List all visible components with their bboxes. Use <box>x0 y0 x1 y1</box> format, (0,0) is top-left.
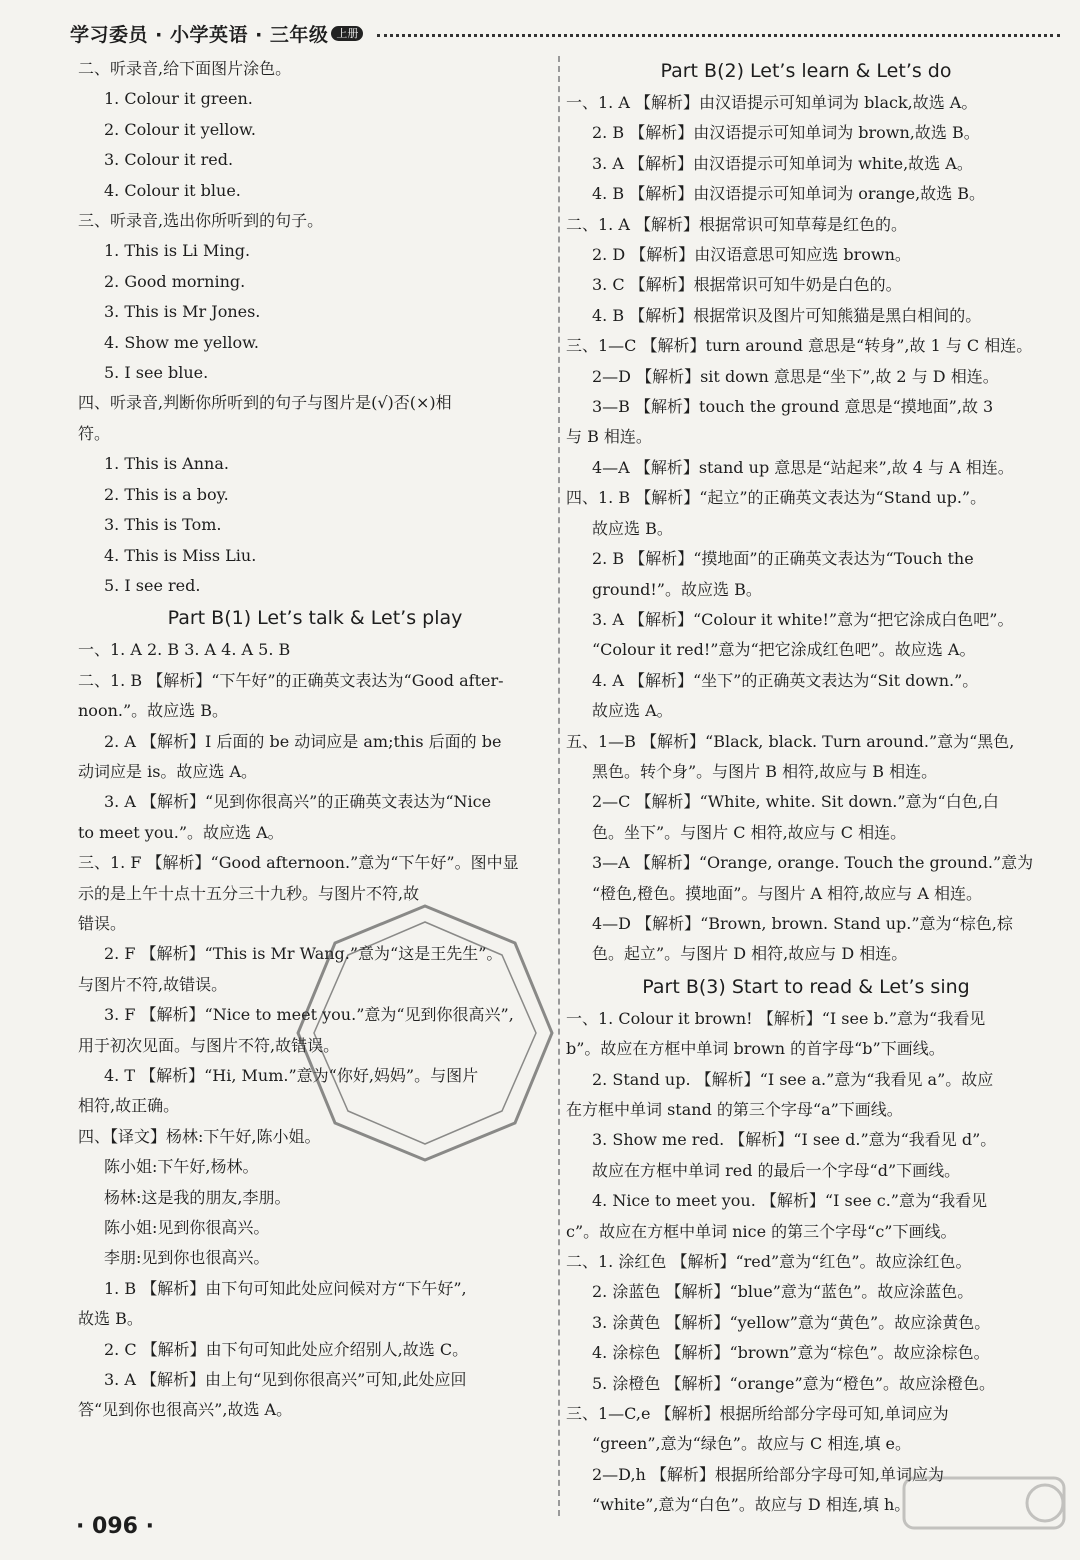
answer-line: “white”,意为“白色”。故应与 D 相连,填 h。 <box>592 1495 911 1515</box>
answer-line: c”。故应在方框中单词 nice 的第三个字母“c”下画线。 <box>566 1221 957 1241</box>
column-divider <box>558 56 560 1516</box>
answer-line: b”。故应在方框中单词 brown 的首字母“b”下画线。 <box>566 1039 945 1059</box>
answer-line: 4. Nice to meet you. 【解析】“I see c.”意为“我看见 <box>592 1191 988 1211</box>
answer-line: 4. This is Miss Liu. <box>104 545 257 565</box>
answer-line: 5. I see red. <box>104 575 201 595</box>
answer-line: 三、1. F 【解析】“Good afternoon.”意为“下午好”。图中显 <box>78 853 519 873</box>
answer-line: 示的是上午十点十五分三十九秒。与图片不符,故 <box>78 883 420 903</box>
section-heading: Part B(3) Start to read & Let’s sing <box>642 975 970 998</box>
answer-line: 2—D 【解析】sit down 意思是“坐下”,故 2 与 D 相连。 <box>592 366 999 386</box>
answer-line: 4. Show me yellow. <box>104 332 260 352</box>
answer-line: 5. I see blue. <box>104 363 209 383</box>
answer-line: 陈小姐:下午好,杨林。 <box>104 1157 259 1177</box>
answer-line: 2. B 【解析】“摸地面”的正确英文表达为“Touch the <box>592 549 974 569</box>
answer-line: 色。坐下”。与图片 C 相符,故应与 C 相连。 <box>592 822 907 842</box>
answer-line: 4. B 【解析】根据常识及图片可知熊猫是黑白相间的。 <box>592 305 982 325</box>
answer-line: 二、1. 涂红色 【解析】“red”意为“红色”。故应涂红色。 <box>566 1252 972 1272</box>
corner-watermark-logo <box>900 1470 1070 1550</box>
page-number: · 096 · <box>76 1514 154 1539</box>
answer-line: 1. This is Li Ming. <box>104 241 251 261</box>
answer-line: 二、听录音,给下面图片涂色。 <box>78 59 292 78</box>
answer-line: 3. This is Tom. <box>104 515 222 535</box>
answer-line: 用于初次见面。与图片不符,故错误。 <box>78 1035 340 1055</box>
page-header <box>70 18 1060 48</box>
answer-line: 一、1. A 【解析】由汉语提示可知单词为 black,故选 A。 <box>566 93 978 112</box>
answer-line: noon.”。故应选 B。 <box>78 701 228 721</box>
watermark-stamp <box>290 898 560 1168</box>
answer-line: 4. T 【解析】“Hi, Mum.”意为“你好,妈妈”。与图片 <box>104 1066 479 1085</box>
answer-line: 一、1. Colour it brown! 【解析】“I see b.”意为“我看见 <box>566 1008 986 1028</box>
answer-line: 2—C 【解析】“White, white. Sit down.”意为“白色,白 <box>592 792 999 812</box>
answer-line: to meet you.”。故应选 A。 <box>78 822 284 842</box>
answer-line: 3—A 【解析】“Orange, orange. Touch the ground.”意为 <box>592 853 1034 873</box>
answer-line: 在方框中单词 stand 的第三个字母“a”下画线。 <box>566 1100 903 1119</box>
answer-line: 2. F 【解析】“This is Mr Wang.”意为“这是王先生”。 <box>104 944 503 964</box>
answer-line: 3. A 【解析】“Colour it white!”意为“把它涂成白色吧”。 <box>592 609 1014 629</box>
answer-line: 1. This is Anna. <box>104 454 229 474</box>
answer-line: 色。起立”。与图片 D 相符,故应与 D 相连。 <box>592 944 908 964</box>
answer-line: 3. This is Mr Jones. <box>104 302 261 322</box>
answer-line: “green”,意为“绿色”。故应与 C 相连,填 e。 <box>592 1434 911 1454</box>
answer-line: 3. A 【解析】“见到你很高兴”的正确英文表达为“Nice <box>104 792 492 812</box>
header-dotted-rule <box>377 34 1060 37</box>
answer-line: “Colour it red!”意为“把它涂成红色吧”。故应选 A。 <box>592 640 976 660</box>
answer-line: 2. Colour it yellow. <box>104 119 256 139</box>
answer-line: 四、听录音,判断你所听到的句子与图片是(√)否(×)相 <box>78 393 452 413</box>
right-column <box>566 54 1046 1521</box>
volume-badge: 上册 <box>331 26 363 41</box>
answer-line: 4. Colour it blue. <box>104 180 241 200</box>
answer-line: 黑色。转个身”。与图片 B 相符,故应与 B 相连。 <box>592 761 938 781</box>
answer-line: 1. Colour it green. <box>104 89 253 109</box>
answer-line: “橙色,橙色。摸地面”。与图片 A 相符,故应与 A 相连。 <box>592 883 982 903</box>
answer-line: 2. Good morning. <box>104 271 246 291</box>
answer-line: 3. C 【解析】根据常识可知牛奶是白色的。 <box>592 275 902 295</box>
answer-line: 故选 B。 <box>78 1309 143 1329</box>
answer-line: 1. B 【解析】由下句可知此处应问候对方“下午好”, <box>104 1278 467 1298</box>
answer-line: 故应在方框中单词 red 的最后一个字母“d”下画线。 <box>592 1160 961 1180</box>
answer-line: 2. D 【解析】由汉语意思可知应选 brown。 <box>592 245 911 265</box>
answer-line: 错误。 <box>78 913 127 933</box>
answer-line: 3. Colour it red. <box>104 150 234 170</box>
answer-line: 杨林:这是我的朋友,李朋。 <box>104 1187 291 1207</box>
answer-line: 故应选 B。 <box>592 518 673 538</box>
answer-line: 二、1. B 【解析】“下午好”的正确英文表达为“Good after- <box>78 670 504 690</box>
answer-line: 4—D 【解析】“Brown, brown. Stand up.”意为“棕色,棕 <box>592 913 1013 933</box>
answer-line: 三、1—C,e 【解析】根据所给部分字母可知,单词应为 <box>566 1404 949 1424</box>
answer-line: 3. F 【解析】“Nice to meet you.”意为“见到你很高兴”, <box>104 1005 514 1025</box>
answer-line: 3. A 【解析】由上句“见到你很高兴”可知,此处应回 <box>104 1370 467 1390</box>
answer-line: 4. B 【解析】由汉语提示可知单词为 orange,故选 B。 <box>592 184 986 204</box>
answer-line: 五、1—B 【解析】“Black, black. Turn around.”意为“黑色, <box>566 731 1015 751</box>
answer-line: 二、1. A 【解析】根据常识可知草莓是红色的。 <box>566 214 907 234</box>
answer-line: 5. 涂橙色 【解析】“orange”意为“橙色”。故应涂橙色。 <box>592 1373 995 1393</box>
answer-line: 答“见到你也很高兴”,故选 A。 <box>78 1400 293 1420</box>
answer-line: 与 B 相连。 <box>566 427 652 447</box>
answer-line: 与图片不符,故错误。 <box>78 974 228 994</box>
answer-line: 2. C 【解析】由下句可知此处应介绍别人,故选 C。 <box>104 1339 469 1359</box>
answer-line: 4. 涂棕色 【解析】“brown”意为“棕色”。故应涂棕色。 <box>592 1343 990 1363</box>
answer-line: 三、1—C 【解析】turn around 意思是“转身”,故 1 与 C 相连。 <box>566 336 1033 356</box>
answer-line: 相符,故正确。 <box>78 1096 180 1116</box>
answer-line: 2—D,h 【解析】根据所给部分字母可知,单词应为 <box>592 1464 945 1484</box>
answer-line: 4—A 【解析】stand up 意思是“站起来”,故 4 与 A 相连。 <box>592 457 1014 477</box>
answer-line: 一、1. A 2. B 3. A 4. A 5. B <box>78 640 291 660</box>
answer-line: 2. This is a boy. <box>104 484 229 504</box>
section-heading: Part B(1) Let’s talk & Let’s play <box>167 607 463 630</box>
answer-line: 四、【译文】杨林:下午好,陈小姐。 <box>78 1126 321 1146</box>
answer-line: 三、听录音,选出你所听到的句子。 <box>78 211 324 231</box>
answer-line: 2. Stand up. 【解析】“I see a.”意为“我看见 a”。故应 <box>592 1069 994 1089</box>
answer-line: 四、1. B 【解析】“起立”的正确英文表达为“Stand up.”。 <box>566 488 987 508</box>
answer-line: 4. A 【解析】“坐下”的正确英文表达为“Sit down.”。 <box>592 670 979 690</box>
answer-line: 2. B 【解析】由汉语提示可知单词为 brown,故选 B。 <box>592 123 980 143</box>
answer-line: 3. A 【解析】由汉语提示可知单词为 white,故选 A。 <box>592 153 973 173</box>
answer-line: 李朋:见到你也很高兴。 <box>104 1248 270 1268</box>
answer-line: ground!”。故应选 B。 <box>592 579 762 599</box>
answer-line: 3. Show me red. 【解析】“I see d.”意为“我看见 d”。 <box>592 1130 997 1150</box>
answer-line: 符。 <box>78 423 111 443</box>
answer-line: 故应选 A。 <box>592 701 673 721</box>
answer-line: 3—B 【解析】touch the ground 意思是“摸地面”,故 3 <box>592 397 994 417</box>
section-heading: Part B(2) Let’s learn & Let’s do <box>660 60 952 82</box>
answer-line: 动词应是 is。故应选 A。 <box>78 761 258 781</box>
answer-line: 3. 涂黄色 【解析】“yellow”意为“黄色”。故应涂黄色。 <box>592 1312 991 1332</box>
left-column <box>78 54 552 1426</box>
answer-line: 陈小姐:见到你很高兴。 <box>104 1218 270 1238</box>
answer-line: 2. 涂蓝色 【解析】“blue”意为“蓝色”。故应涂蓝色。 <box>592 1282 974 1302</box>
answer-line: 2. A 【解析】I 后面的 be 动词应是 am;this 后面的 be <box>104 731 502 751</box>
book-title: 学习委员 · 小学英语 · 三年级 <box>70 23 329 46</box>
